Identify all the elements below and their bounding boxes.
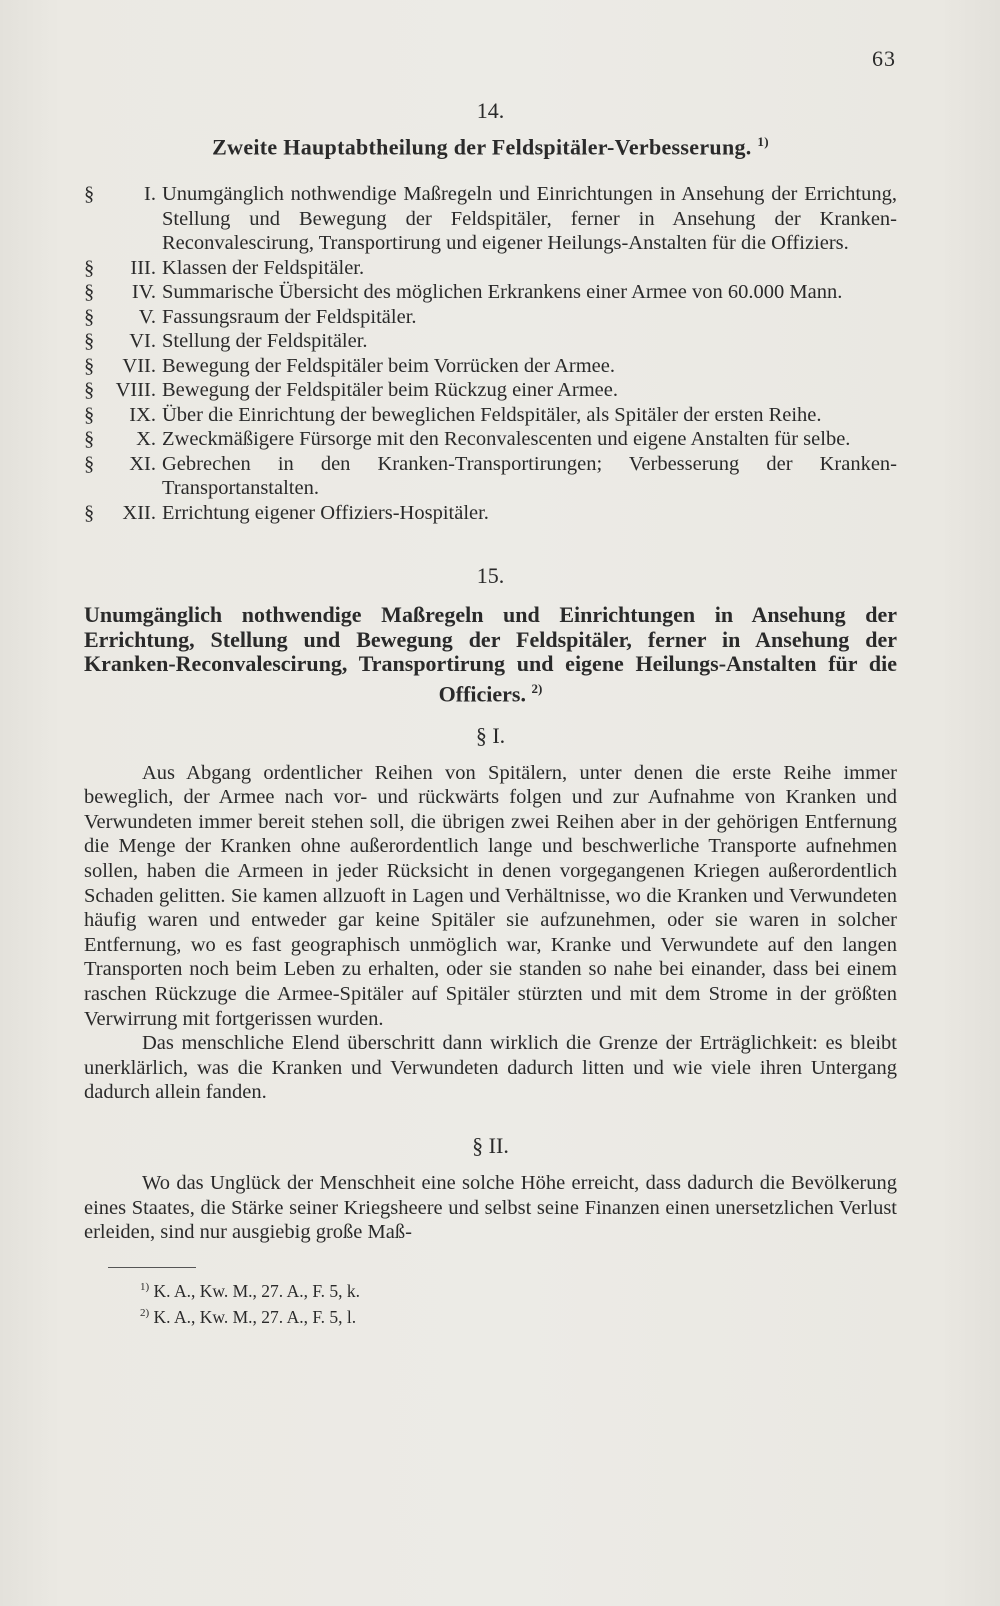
page-content [84,96,897,1327]
toc-item-number: V. [138,305,156,328]
toc-section-sign: § [84,330,95,353]
toc-section-sign: § [84,379,95,402]
chapter-title-text: Zweite Hauptabtheilung der Feldspitäler-Verbesserung. [212,134,752,160]
footnote-text: K. A., Kw. M., 27. A., F. 5, k. [153,1280,361,1301]
section-title [84,603,897,706]
footnote-mark: 2) [140,1306,150,1319]
toc-item [84,501,897,526]
toc-item [84,378,897,403]
footnote [140,1276,897,1302]
toc-section-sign: § [84,183,95,206]
toc-section-sign: § [84,354,95,377]
toc-item [84,354,897,379]
toc-item-text: Über die Einrichtung der beweglichen Feldspitäler, als Spitäler der ersten Reihe. [162,403,822,426]
toc-item-text: Stellung der Feldspitäler. [162,330,368,353]
toc-item-number: VI. [129,330,156,353]
toc-item [84,403,897,428]
toc-item-text: Summarische Übersicht des möglichen Erkrankens einer Armee von 60.000 Mann. [162,281,843,304]
toc-item [84,427,897,452]
toc-item [84,452,897,501]
footnote-ref: 1) [757,134,769,149]
section-15 [84,563,897,1244]
toc-section-sign: § [84,256,95,279]
toc-item-text: Bewegung der Feldspitäler beim Vorrücken der Armee. [162,354,615,377]
toc-item-text: Klassen der Feldspitäler. [162,256,365,279]
toc-item-number: III. [130,256,156,279]
toc-section-sign: § [84,403,95,426]
toc-item-number: IX. [129,403,156,426]
toc-item-text: Fassungsraum der Feldspitäler. [162,305,417,328]
table-of-contents [84,182,897,525]
toc-section-sign: § [84,501,95,524]
chapter-number: 14. [476,98,505,123]
footnote-mark: 1) [140,1280,150,1293]
toc-item-number: I. [144,183,156,206]
toc-item-number: X. [136,428,156,451]
toc-item-text: Unumgänglich nothwendige Maßregeln und Einrichtungen in Ansehung der Errichtung, Stellung und Bewegung der Feldspitäler, ferner in Ansehung der Kranken-Reconvalescirung, Transportirung und eigener Heilungs-Anstalten für die Offiziers. [162,183,897,255]
toc-item [84,305,897,330]
toc-item-text: Zweckmäßigere Fürsorge mit den Reconvalescenten und eigene Anstalten für selbe. [162,428,851,451]
section-title-text: Unumgänglich nothwendige Maßregeln und Einrichtungen in Ansehung der Errichtung, Stellung und Bewegung der Feldspitäler, ferner in Ansehung der Kranken-Reconvalescirung, Transportirung und eigene Heilungs-Anstalten für die Officiers. [84,602,897,707]
toc-item-text: Errichtung eigener Offiziers-Hospitäler. [162,501,489,524]
toc-section-sign: § [84,452,95,475]
body-paragraph: Das menschliche Elend überschritt dann wirklich die Grenze der Erträglichkeit: es bleibt unerklärlich, was die Kranken und Verwundeten dadurch litten und wie viele ihren Untergang dadurch allein fanden. [84,1032,897,1104]
toc-item [84,256,897,281]
toc-item-text: Bewegung der Feldspitäler beim Rückzug einer Armee. [162,379,618,402]
toc-item [84,329,897,354]
toc-item [84,280,897,305]
toc-section-sign: § [84,428,95,451]
toc-item-number: XI. [129,452,156,475]
footnote-ref: 2) [531,680,543,696]
toc-section-sign: § [84,305,95,328]
toc-item-number: VIII. [115,379,156,402]
body-paragraph: Aus Abgang ordentlicher Reihen von Spitälern, unter denen die erste Reihe immer beweglich, der Armee nach vor- und rückwärts folgen und zur Aufnahme von Kranken und Verwundeten immer bereit stehen soll, die übrigen zwei Reihen aber in der gehörigen Entfernung die Menge der Kranken ohne außerordentlich lange und beschwerliche Transporte aufnehmen sollen, haben die Armeen in jeder Rücksicht in denen vorgegangenen Kriegen außerordentlich Schaden gelitten. Sie kamen allzuoft in Lagen und Verhältnisse, wo die Kranken und Verwundeten häufig waren und entweder gar keine Spitäler sie aufzunehmen, oder sie waren in solcher Entfernung, wo es fast geographisch unmöglich war, Kranke und Verwundete auf den langen Transporten noch beim Leben zu erhalten, oder sie standen so nahe bei einander, dass bei einem raschen Rückzuge die Armee-Spitäler auf Spitäler stürzten und mit dem Strome in der größten Verwirrung mit fortgerissen wurden. [84,761,897,1030]
chapter-title [84,134,897,160]
toc-item-text: Gebrechen in den Kranken-Transportirungen; Verbesserung der Kranken-Transportanstalten. [162,452,897,500]
paragraph-heading: § I. [475,722,506,748]
section-number: 15. [476,563,505,589]
toc-item-number: IV. [131,281,156,304]
body-paragraph: Wo das Unglück der Menschheit eine solche Höhe erreicht, dass dadurch die Bevölkerung eines Staates, die Stärke seiner Kriegsheere und selbst seine Finanzen einen unersetzlichen Verlust erleiden, sind nur ausgiebig große Maß- [84,1171,897,1244]
paragraph-heading: § II. [472,1132,509,1158]
footnote-divider [108,1267,196,1268]
toc-item [84,182,897,256]
toc-item-number: XII. [122,501,156,524]
footnote-text: K. A., Kw. M., 27. A., F. 5, l. [153,1306,357,1327]
footnote [140,1302,897,1328]
toc-section-sign: § [84,281,95,304]
page-number: 63 [872,46,896,71]
toc-item-number: VII. [122,354,156,377]
